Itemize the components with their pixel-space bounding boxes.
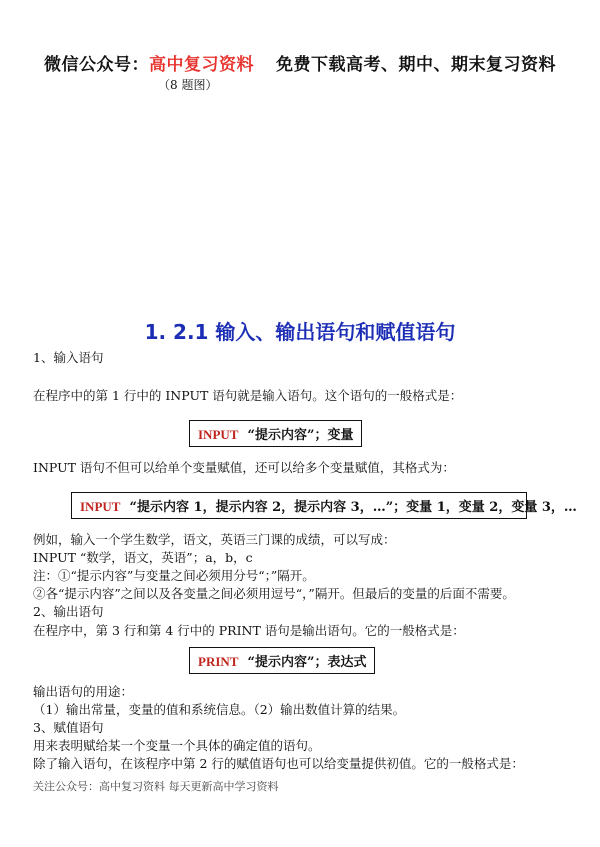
heading-output-statement: 2、输出语句 — [33, 604, 104, 619]
figure-caption: （8 题图） — [158, 78, 218, 92]
header-slogan: 免费下载高考、期中、期末复习资料 — [276, 55, 556, 75]
code-keyword: PRINT — [198, 654, 239, 669]
paragraph: 除了输入语句，在该程序中第 2 行的赋值语句也可以给变量提供初值。它的一般格式是： — [33, 756, 524, 771]
paragraph: 输出语句的用途： — [33, 684, 134, 699]
code-keyword: INPUT — [198, 427, 239, 442]
page-header — [0, 50, 600, 75]
code-box-input-multi — [71, 492, 577, 519]
heading-input-statement: 1、输入语句 — [33, 350, 104, 365]
note: ②各“提示内容”之间以及各变量之间必须用逗号“，”隔开。但最后的变量的后面不需要。 — [33, 586, 515, 601]
code-text: “提示内容”；变量 — [247, 428, 354, 443]
page-footer: 关注公众号：高中复习资料 每天更新高中学习资料 — [33, 780, 279, 793]
code-example: INPUT “数学，语文，英语”；a，b，c — [33, 550, 253, 565]
section-title: 1. 2.1 输入、输出语句和赋值语句 — [144, 320, 456, 344]
code-box-input-single — [189, 420, 362, 447]
header-account: 高中复习资料 — [149, 55, 254, 75]
code-text: “提示内容 1，提示内容 2，提示内容 3，…”；变量 1，变量 2，变量 3，… — [129, 500, 577, 515]
paragraph: 在程序中的第 1 行中的 INPUT 语句就是输入语句。这个语句的一般格式是： — [33, 388, 463, 403]
header-prefix: 微信公众号： — [44, 55, 149, 75]
code-keyword: INPUT — [80, 499, 121, 514]
code-text: “提示内容”；表达式 — [247, 655, 367, 670]
paragraph: 例如，输入一个学生数学，语文，英语三门课的成绩，可以写成： — [33, 532, 396, 547]
note: 注：①“提示内容”与变量之间必须用分号“；”隔开。 — [33, 568, 315, 583]
paragraph: 在程序中，第 3 行和第 4 行中的 PRINT 语句是输出语句。它的一般格式是： — [33, 623, 465, 638]
paragraph: INPUT 语句不但可以给单个变量赋值，还可以给多个变量赋值，其格式为： — [33, 460, 455, 475]
paragraph: （1）输出常量，变量的值和系统信息。（2）输出数值计算的结果。 — [33, 702, 406, 717]
heading-assignment-statement: 3、赋值语句 — [33, 720, 104, 735]
paragraph: 用来表明赋给某一个变量一个具体的确定值的语句。 — [33, 738, 321, 753]
code-box-print — [189, 647, 375, 674]
